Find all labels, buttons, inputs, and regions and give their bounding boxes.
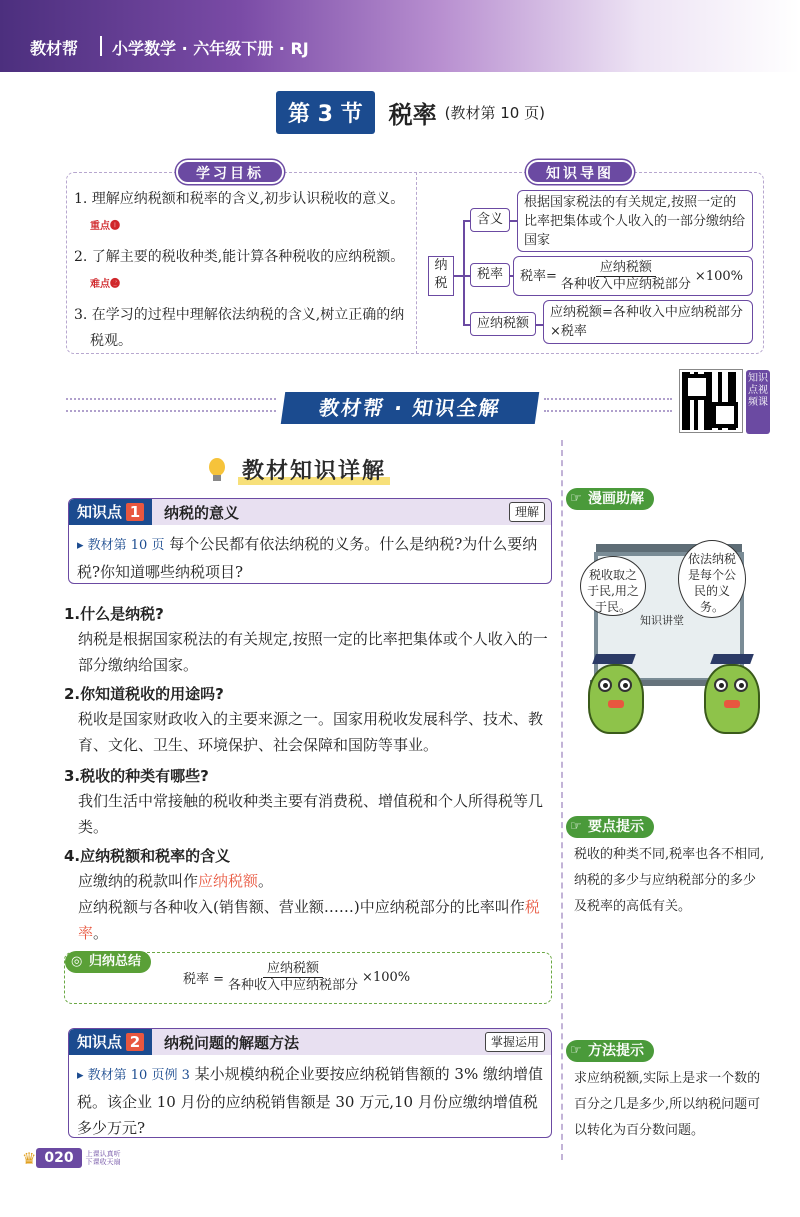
map-root: 纳税 xyxy=(428,256,454,296)
tip-text: 税收的种类不同,税率也各不相同,纳税的多少与应纳税部分的多少及税率的高低有关。 xyxy=(574,847,765,914)
key-tag: 重点❶ xyxy=(90,221,120,232)
graduation-cap-icon xyxy=(710,654,754,664)
highlight-term: 应纳税额 xyxy=(198,872,259,890)
difficulty-tag: 难点❷ xyxy=(90,279,120,290)
page-footer: ♛ 020 上课认真听 下课收天扇 xyxy=(22,1148,121,1168)
question-2: 2.你知道税收的用途吗? 税收是国家财政收入的主要来源之一。国家用税收发展科学、技术、教育、文化、卫生、环境保护、社会保障和国防等事业。 xyxy=(64,685,544,754)
kp2-name: 纳税问题的解题方法 xyxy=(164,1033,300,1052)
highlight-term: 税率 xyxy=(78,898,540,942)
goals-title: 学习目标 xyxy=(176,160,284,184)
column-separator xyxy=(561,440,563,1160)
section-name: 税率 xyxy=(388,100,437,129)
map-title: 知识导图 xyxy=(526,160,634,184)
summary-formula: 税率 = $\frac{\text{应纳税额}}{\text{各种收入中应纳税部分}}$ ×100% xyxy=(183,961,411,993)
map-node-meaning: 含义 xyxy=(470,208,510,232)
summary-box xyxy=(64,952,552,1004)
board-title: 知识讲堂 xyxy=(640,614,684,627)
header-banner xyxy=(0,0,800,72)
question-1: 1.什么是纳税? 纳税是根据国家税法的有关规定,按照一定的比率把集体或个人收入的一部分缴纳给国家。 xyxy=(64,605,548,674)
cartoon-character xyxy=(704,664,760,734)
speech-bubble-left: 税收取之于民,用之于民。 xyxy=(580,556,646,616)
goals-list xyxy=(74,186,410,358)
section-ref: (教材第 10 页) xyxy=(444,103,545,122)
map-node-tax-amount: 应纳税额 xyxy=(470,312,536,336)
question-3: 3.税收的种类有哪些? 我们生活中常接触的税收种类主要有消费税、增值税和个人所得税等几类。 xyxy=(64,767,544,836)
tip-title: ☞ 要点提示 xyxy=(566,816,654,838)
goal-item: 3. 在学习的过程中理解依法纳税的含义,树立正确的纳税观。 xyxy=(74,307,405,349)
rate-fraction: $\frac{\text{应纳税额}}{\text{各种收入中应纳税部分}}$ xyxy=(560,259,691,292)
graduation-cap-icon xyxy=(592,654,636,664)
knowledge-point-1: 知识点 1 纳税的意义 理解 ▸ 教材第 10 页 每个公民都有依法纳税的义务。什么是纳税?为什么要纳税?你知道哪些纳税项目? xyxy=(68,498,552,584)
cartoon-character xyxy=(588,664,644,734)
map-desc-meaning: 根据国家税法的有关规定,按照一定的比率把集体或个人收入的一部分缴纳给国家 xyxy=(517,190,753,252)
goal-item: 2. 了解主要的税收种类,能计算各种税收的应纳税额。难点❷ xyxy=(74,244,410,298)
page-number: 020 xyxy=(36,1148,81,1168)
map-desc-rate: 税率= $\frac{\text{应纳税额}}{\text{各种收入中应纳税部分}}$ ×100% xyxy=(513,256,753,296)
method-text: 求应纳税额,实际上是求一个数的百分之几是多少,所以纳税问题可以转化为百分数问题。 xyxy=(574,1071,761,1138)
map-desc-tax-amount: 应纳税额=各种收入中应纳税部分×税率 xyxy=(543,300,753,344)
method-title: ☞ 方法提示 xyxy=(566,1040,654,1062)
knowledge-point-2: 知识点 2 纳税问题的解题方法 掌握运用 ▸ 教材第 10 页例 3 某小规模纳税企业要按应纳税销售额的 3% 缴纳增值税。该企业 10 月份的应纳税销售额是 30 万元,10 月份应缴纳增值税多少万元? xyxy=(68,1028,552,1138)
kp1-level-badge: 理解 xyxy=(509,502,545,522)
lightbulb-icon xyxy=(204,455,230,485)
kp2-textbook-ref: ▸ 教材第 10 页例 3 xyxy=(77,1068,190,1083)
section-number: 第 3 节 xyxy=(276,91,375,134)
map-node-rate: 税率 xyxy=(470,263,510,287)
video-lesson-tab[interactable]: 知识点视频课 xyxy=(746,370,770,434)
kp2-text: 某小规模纳税企业要按应纳税销售额的 3% 缴纳增值税。该企业 10 月份的应纳税销售额是 30 万元,10 月份应缴纳增值税多少万元? xyxy=(77,1065,543,1137)
speech-bubble-right: 依法纳税是每个公民的义务。 xyxy=(678,540,746,618)
question-4: 4.应纳税额和税率的含义 应缴纳的税款叫作应纳税额。 应纳税额与各种收入(销售额、营业额……)中应纳税部分的比率叫作税率。 xyxy=(64,847,540,942)
dotted-rule-right xyxy=(544,398,672,412)
header-divider xyxy=(100,36,102,56)
section-title xyxy=(276,92,545,132)
summary-tag: ◎ 归纳总结 xyxy=(65,951,151,973)
goal-item: 1. 理解应纳税额和税率的含义,初步认识税收的意义。重点❶ xyxy=(74,186,410,240)
kp2-level-badge: 掌握运用 xyxy=(485,1032,545,1052)
dotted-rule-left xyxy=(66,398,276,412)
main-banner: 教材帮 · 知识全解 xyxy=(281,392,539,424)
kp1-textbook-ref: ▸ 教材第 10 页 xyxy=(77,538,165,553)
qr-code[interactable] xyxy=(680,370,742,432)
book-title: 小学数学 · 六年级下册 · RJ xyxy=(112,39,309,58)
summary-fraction: $\frac{\text{应纳税额}}{\text{各种收入中应纳税部分}}$ xyxy=(228,961,359,993)
kp1-name: 纳税的意义 xyxy=(164,503,240,522)
map-connector xyxy=(463,220,465,324)
brand-label: 教材帮 xyxy=(30,39,79,58)
detail-heading: 教材知识详解 xyxy=(204,454,390,485)
comic-title: ☞ 漫画助解 xyxy=(566,488,654,510)
kp1-text: 每个公民都有依法纳税的义务。什么是纳税?为什么要纳税?你知道哪些纳税项目? xyxy=(77,535,538,581)
goals-map-divider xyxy=(416,172,417,354)
crown-icon: ♛ xyxy=(22,1148,37,1168)
